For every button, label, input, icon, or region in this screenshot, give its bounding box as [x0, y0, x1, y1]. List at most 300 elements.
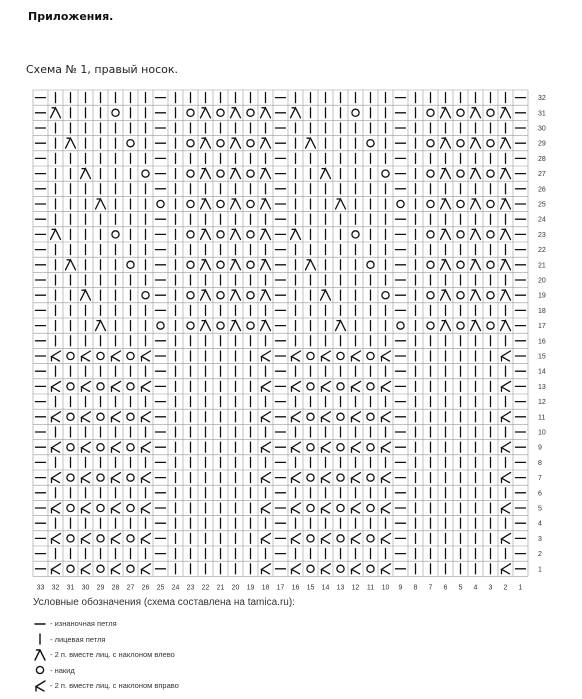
stitch-k2tog-right [502, 503, 511, 513]
stitch-k2tog-left [321, 169, 331, 179]
stitch-yarn-over [427, 109, 434, 116]
stitch-k2tog-left [231, 321, 241, 331]
stitch-k2tog-right [112, 533, 121, 543]
stitch-k2tog-right [112, 412, 121, 422]
column-label: 7 [428, 584, 433, 592]
stitch-yarn-over [487, 292, 494, 299]
stitch-yarn-over [247, 170, 254, 177]
stitch-k2tog-right [262, 503, 271, 513]
stitch-k2tog-left [201, 260, 211, 270]
stitch-yarn-over [457, 200, 464, 207]
stitch-yarn-over [427, 170, 434, 177]
stitch-yarn-over [427, 322, 434, 329]
chart-grid [33, 90, 528, 576]
row-label: 32 [538, 95, 546, 103]
stitch-yarn-over [367, 383, 374, 390]
legend-item-k2tog-right [33, 678, 179, 694]
knit-symbol-icon [33, 633, 47, 645]
stitch-k2tog-left [471, 229, 481, 239]
column-label: 27 [126, 584, 135, 592]
column-label: 24 [171, 584, 180, 592]
stitch-yarn-over [187, 109, 194, 116]
stitch-k2tog-left [501, 169, 511, 179]
stitch-k2tog-right [112, 473, 121, 483]
stitch-k2tog-right [52, 381, 61, 391]
stitch-yarn-over [367, 140, 374, 147]
stitch-k2tog-left [501, 321, 511, 331]
stitch-yarn-over [217, 322, 224, 329]
stitch-k2tog-right [322, 412, 331, 422]
stitch-yarn-over [337, 383, 344, 390]
stitch-k2tog-right [352, 533, 361, 543]
stitch-k2tog-left [51, 229, 61, 239]
column-label: 30 [81, 584, 90, 592]
row-label: 3 [538, 535, 542, 543]
stitch-k2tog-right [382, 503, 391, 513]
column-label: 31 [66, 584, 75, 592]
stitch-yarn-over [127, 140, 134, 147]
stitch-k2tog-right [352, 564, 361, 574]
stitch-k2tog-right [502, 473, 511, 483]
purl-symbol-icon [33, 618, 47, 630]
stitch-yarn-over [247, 261, 254, 268]
row-label: 17 [538, 323, 546, 331]
stitch-k2tog-right [52, 564, 61, 574]
stitch-k2tog-left [471, 260, 481, 270]
row-label: 11 [538, 414, 546, 422]
stitch-yarn-over [142, 170, 149, 177]
column-label: 2 [503, 584, 508, 592]
stitch-yarn-over [427, 261, 434, 268]
row-label: 21 [538, 262, 546, 270]
stitch-k2tog-left [231, 138, 241, 148]
row-label: 31 [538, 110, 546, 118]
stitch-k2tog-left [261, 199, 271, 209]
stitch-k2tog-left [306, 260, 316, 270]
column-label: 6 [443, 584, 448, 592]
stitch-yarn-over [217, 292, 224, 299]
legend-item-label: - 2 п. вместе лиц. с наклоном влево [50, 650, 175, 660]
row-label: 9 [538, 444, 542, 452]
stitch-k2tog-left [291, 108, 301, 118]
stitch-k2tog-left [231, 229, 241, 239]
stitch-k2tog-right [262, 564, 271, 574]
row-label: 16 [538, 338, 546, 346]
stitch-yarn-over [247, 322, 254, 329]
column-label: 8 [413, 584, 418, 592]
row-label: 2 [538, 551, 542, 559]
stitch-yarn-over [97, 535, 104, 542]
column-label: 14 [321, 584, 330, 592]
column-label: 29 [96, 584, 105, 592]
stitch-k2tog-left [471, 138, 481, 148]
stitch-yarn-over [127, 565, 134, 572]
stitch-k2tog-right [382, 442, 391, 452]
stitch-yarn-over [67, 474, 74, 481]
k2tog-right-symbol-icon [33, 680, 47, 692]
legend-item-yarn-over [33, 663, 179, 679]
column-label: 13 [336, 584, 345, 592]
legend-item-k2tog-left [33, 647, 179, 663]
stitch-k2tog-left [261, 138, 271, 148]
stitch-k2tog-left [96, 199, 106, 209]
stitch-yarn-over [187, 231, 194, 238]
stitch-yarn-over [97, 474, 104, 481]
stitch-k2tog-left [471, 290, 481, 300]
stitch-k2tog-right [82, 381, 91, 391]
stitch-k2tog-right [142, 473, 151, 483]
row-label: 29 [538, 140, 546, 148]
stitch-k2tog-left [471, 199, 481, 209]
stitch-k2tog-right [112, 442, 121, 452]
stitch-k2tog-right [52, 412, 61, 422]
stitch-k2tog-right [52, 473, 61, 483]
stitch-k2tog-left [291, 229, 301, 239]
row-label: 28 [538, 155, 546, 163]
row-label: 4 [538, 520, 542, 528]
stitch-k2tog-left [441, 199, 451, 209]
stitch-yarn-over [352, 231, 359, 238]
stitch-k2tog-left [441, 229, 451, 239]
stitch-yarn-over [67, 413, 74, 420]
stitch-yarn-over [217, 200, 224, 207]
stitch-k2tog-left [66, 138, 76, 148]
stitch-k2tog-left [336, 321, 346, 331]
stitch-yarn-over [457, 292, 464, 299]
stitch-k2tog-right [382, 473, 391, 483]
stitch-yarn-over [457, 261, 464, 268]
stitch-k2tog-left [471, 169, 481, 179]
stitch-yarn-over [397, 200, 404, 207]
stitch-k2tog-left [66, 260, 76, 270]
stitch-k2tog-left [501, 229, 511, 239]
stitch-k2tog-right [352, 503, 361, 513]
stitch-k2tog-left [201, 321, 211, 331]
stitch-yarn-over [187, 170, 194, 177]
row-label: 10 [538, 429, 546, 437]
stitch-yarn-over [307, 565, 314, 572]
column-label: 32 [51, 584, 60, 592]
stitch-yarn-over [67, 444, 74, 451]
stitch-k2tog-left [441, 290, 451, 300]
stitch-yarn-over [157, 322, 164, 329]
stitch-k2tog-right [52, 503, 61, 513]
stitch-yarn-over [97, 352, 104, 359]
stitch-yarn-over [307, 444, 314, 451]
stitch-yarn-over [97, 413, 104, 420]
stitch-yarn-over [307, 383, 314, 390]
stitch-yarn-over [487, 200, 494, 207]
stitch-yarn-over [307, 474, 314, 481]
stitch-k2tog-left [261, 108, 271, 118]
row-label: 14 [538, 368, 546, 376]
column-label: 4 [473, 584, 478, 592]
stitch-yarn-over [337, 352, 344, 359]
stitch-k2tog-left [441, 108, 451, 118]
column-label: 10 [381, 584, 390, 592]
column-label: 20 [231, 584, 240, 592]
stitch-yarn-over [337, 444, 344, 451]
stitch-k2tog-left [261, 290, 271, 300]
stitch-yarn-over [337, 565, 344, 572]
row-label: 5 [538, 505, 542, 513]
stitch-yarn-over [427, 231, 434, 238]
stitch-k2tog-left [231, 199, 241, 209]
stitch-k2tog-left [441, 138, 451, 148]
stitch-yarn-over [187, 292, 194, 299]
row-label: 26 [538, 186, 546, 194]
row-label: 19 [538, 292, 546, 300]
stitch-yarn-over [427, 292, 434, 299]
stitch-yarn-over [367, 504, 374, 511]
stitch-k2tog-right [502, 442, 511, 452]
legend [33, 616, 179, 694]
stitch-yarn-over [142, 292, 149, 299]
stitch-yarn-over [487, 261, 494, 268]
stitch-k2tog-right [502, 533, 511, 543]
stitch-yarn-over [397, 322, 404, 329]
stitch-yarn-over [487, 231, 494, 238]
stitch-k2tog-right [322, 503, 331, 513]
stitch-yarn-over [157, 200, 164, 207]
row-label: 23 [538, 231, 546, 239]
row-label: 12 [538, 399, 546, 407]
row-label: 18 [538, 307, 546, 315]
stitch-yarn-over [112, 109, 119, 116]
stitch-k2tog-left [261, 169, 271, 179]
stitch-k2tog-left [441, 169, 451, 179]
stitch-yarn-over [217, 261, 224, 268]
column-label: 16 [291, 584, 300, 592]
stitch-k2tog-right [292, 412, 301, 422]
stitch-yarn-over [187, 140, 194, 147]
row-label: 25 [538, 201, 546, 209]
stitch-k2tog-right [82, 533, 91, 543]
stitch-yarn-over [97, 383, 104, 390]
stitch-k2tog-left [336, 199, 346, 209]
stitch-yarn-over [367, 565, 374, 572]
legend-item-label: - лицевая петля [50, 634, 106, 644]
stitch-yarn-over [367, 261, 374, 268]
stitch-k2tog-right [262, 533, 271, 543]
stitch-k2tog-left [501, 108, 511, 118]
stitch-k2tog-right [292, 564, 301, 574]
stitch-yarn-over [457, 322, 464, 329]
stitch-k2tog-right [52, 442, 61, 452]
legend-item-label: - накид [50, 665, 75, 675]
stitch-k2tog-right [502, 351, 511, 361]
stitch-yarn-over [67, 535, 74, 542]
column-label: 15 [306, 584, 315, 592]
stitch-k2tog-right [322, 564, 331, 574]
chart-title: Схема № 1, правый носок. [26, 63, 178, 76]
stitch-k2tog-right [142, 381, 151, 391]
stitch-k2tog-right [322, 381, 331, 391]
stitch-yarn-over [217, 140, 224, 147]
stitch-yarn-over [487, 170, 494, 177]
stitch-k2tog-right [142, 503, 151, 513]
stitch-k2tog-right [292, 381, 301, 391]
column-label: 22 [201, 584, 210, 592]
stitch-yarn-over [487, 140, 494, 147]
yarn-over-symbol-icon [33, 664, 47, 676]
stitch-k2tog-right [142, 412, 151, 422]
stitch-yarn-over [427, 140, 434, 147]
stitch-k2tog-left [306, 138, 316, 148]
stitch-yarn-over [457, 140, 464, 147]
stitch-yarn-over [307, 504, 314, 511]
column-label: 28 [111, 584, 120, 592]
stitch-k2tog-right [352, 381, 361, 391]
stitch-k2tog-right [82, 564, 91, 574]
stitch-yarn-over [247, 109, 254, 116]
stitch-yarn-over [67, 504, 74, 511]
stitch-k2tog-right [142, 564, 151, 574]
stitch-k2tog-right [292, 473, 301, 483]
stitch-yarn-over [187, 261, 194, 268]
stitch-k2tog-left [201, 138, 211, 148]
stitch-yarn-over [67, 565, 74, 572]
stitch-k2tog-right [322, 442, 331, 452]
stitch-k2tog-left [471, 108, 481, 118]
stitch-k2tog-right [82, 351, 91, 361]
stitch-yarn-over [382, 170, 389, 177]
stitch-k2tog-left [201, 108, 211, 118]
stitch-yarn-over [337, 504, 344, 511]
stitch-yarn-over [487, 109, 494, 116]
stitch-yarn-over [367, 535, 374, 542]
stitch-yarn-over [487, 322, 494, 329]
legend-title: Условные обозначения (схема составлена на tamica.ru): [33, 597, 295, 608]
stitch-k2tog-left [261, 229, 271, 239]
stitch-yarn-over [307, 352, 314, 359]
stitch-yarn-over [352, 109, 359, 116]
stitch-yarn-over [127, 535, 134, 542]
stitch-k2tog-right [52, 533, 61, 543]
stitch-k2tog-left [441, 321, 451, 331]
stitch-k2tog-left [501, 260, 511, 270]
stitch-k2tog-right [502, 564, 511, 574]
row-label: 27 [538, 171, 546, 179]
stitch-k2tog-right [352, 412, 361, 422]
stitch-k2tog-left [501, 138, 511, 148]
stitch-yarn-over [367, 352, 374, 359]
stitch-yarn-over [187, 322, 194, 329]
stitch-yarn-over [307, 535, 314, 542]
stitch-k2tog-left [501, 290, 511, 300]
row-label: 6 [538, 490, 542, 498]
stitch-k2tog-right [82, 503, 91, 513]
stitch-k2tog-left [231, 290, 241, 300]
stitch-k2tog-right [382, 412, 391, 422]
stitch-yarn-over [127, 474, 134, 481]
row-label: 22 [538, 247, 546, 255]
stitch-k2tog-right [52, 351, 61, 361]
stitch-k2tog-right [292, 351, 301, 361]
stitch-k2tog-right [292, 442, 301, 452]
stitch-yarn-over [97, 565, 104, 572]
stitch-yarn-over [367, 474, 374, 481]
legend-item-purl [33, 616, 179, 632]
stitch-k2tog-right [112, 503, 121, 513]
stitch-yarn-over [307, 413, 314, 420]
stitch-yarn-over [217, 109, 224, 116]
stitch-yarn-over [247, 140, 254, 147]
row-label: 20 [538, 277, 546, 285]
stitch-yarn-over [127, 413, 134, 420]
column-label: 33 [36, 584, 45, 592]
stitch-k2tog-right [382, 381, 391, 391]
stitch-k2tog-left [441, 260, 451, 270]
stitch-k2tog-right [382, 533, 391, 543]
stitch-k2tog-left [201, 290, 211, 300]
stitch-k2tog-right [322, 473, 331, 483]
column-label: 19 [246, 584, 255, 592]
stitch-yarn-over [382, 292, 389, 299]
stitch-yarn-over [247, 292, 254, 299]
stitch-yarn-over [127, 261, 134, 268]
stitch-yarn-over [112, 231, 119, 238]
stitch-k2tog-right [82, 473, 91, 483]
stitch-k2tog-right [142, 533, 151, 543]
stitch-k2tog-right [262, 351, 271, 361]
stitch-yarn-over [337, 535, 344, 542]
stitch-yarn-over [367, 444, 374, 451]
stitch-k2tog-right [262, 381, 271, 391]
row-label: 15 [538, 353, 546, 361]
row-label: 8 [538, 459, 542, 467]
stitch-yarn-over [127, 504, 134, 511]
stitch-k2tog-left [81, 169, 91, 179]
column-label: 5 [458, 584, 463, 592]
column-label: 17 [276, 584, 285, 592]
row-label: 13 [538, 383, 546, 391]
stitch-yarn-over [247, 231, 254, 238]
stitch-yarn-over [127, 352, 134, 359]
row-label: 1 [538, 566, 542, 574]
stitch-k2tog-right [82, 412, 91, 422]
stitch-yarn-over [67, 383, 74, 390]
stitch-yarn-over [67, 352, 74, 359]
stitch-yarn-over [187, 200, 194, 207]
stitch-k2tog-left [261, 321, 271, 331]
stitch-k2tog-right [382, 351, 391, 361]
column-label: 3 [488, 584, 493, 592]
stitch-k2tog-right [352, 473, 361, 483]
row-label: 7 [538, 475, 542, 483]
stitch-k2tog-left [471, 321, 481, 331]
stitch-k2tog-right [82, 442, 91, 452]
stitch-k2tog-right [502, 412, 511, 422]
stitch-k2tog-right [112, 381, 121, 391]
stitch-k2tog-left [81, 290, 91, 300]
row-label: 30 [538, 125, 546, 133]
stitch-k2tog-right [262, 412, 271, 422]
stitch-k2tog-left [231, 169, 241, 179]
stitch-k2tog-right [262, 473, 271, 483]
page-heading: Приложения. [28, 10, 114, 23]
stitch-k2tog-left [201, 229, 211, 239]
stitch-k2tog-right [352, 351, 361, 361]
column-label: 11 [366, 584, 375, 592]
stitch-yarn-over [337, 413, 344, 420]
column-label: 1 [518, 584, 523, 592]
stitch-k2tog-right [112, 564, 121, 574]
stitch-k2tog-right [502, 381, 511, 391]
stitch-k2tog-left [201, 169, 211, 179]
k2tog-left-symbol-icon [33, 649, 47, 661]
stitch-k2tog-left [321, 290, 331, 300]
